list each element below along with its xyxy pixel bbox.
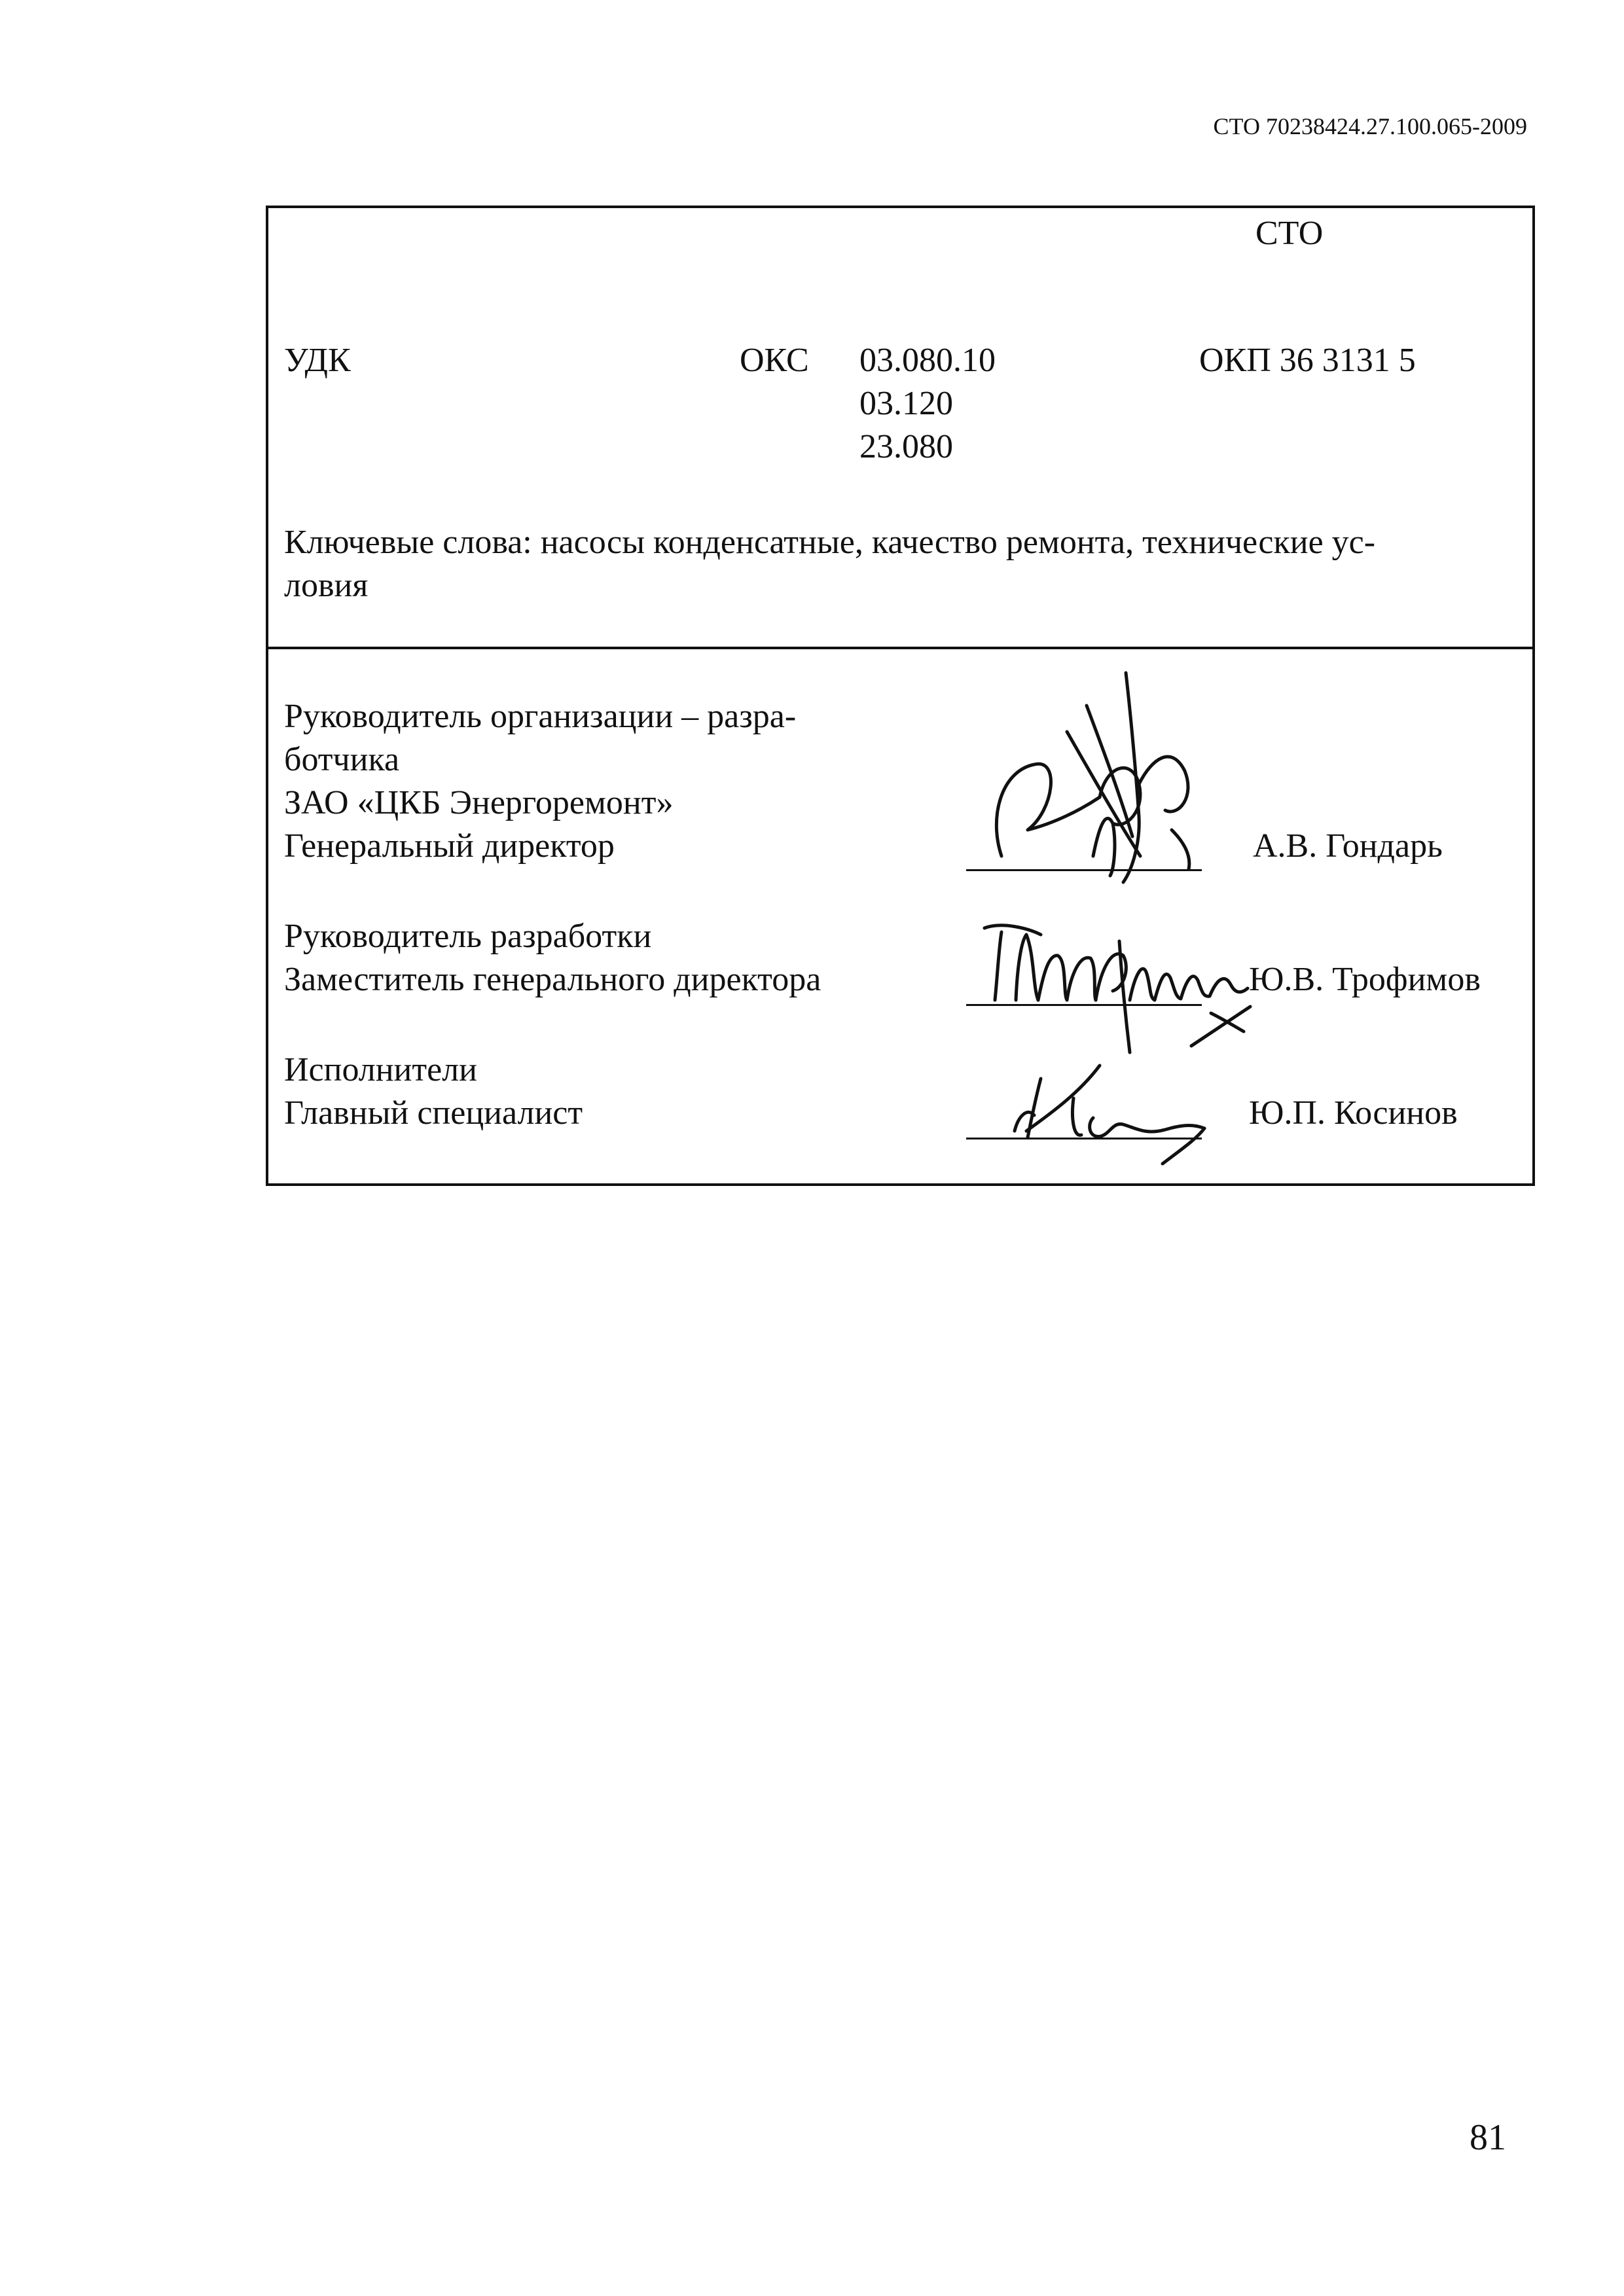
signatory-title-line: Главный специалист [284,1094,583,1132]
udk-label: УДК [284,342,351,379]
oks-code: 03.080.10 [859,342,996,379]
page-number: 81 [1470,2117,1506,2158]
signatory-title-line: ботчика [284,741,400,778]
signatory-title-line: Генеральный директор [284,827,615,865]
oks-code: 03.120 [859,385,953,422]
document-code: СТО 70238424.27.100.065-2009 [1213,113,1527,139]
registration-card [266,206,1535,1186]
signatory-name: Ю.В. Трофимов [1249,961,1481,998]
handwritten-signature [1008,1052,1231,1177]
signatory-title-line: Руководитель организации – разра- [284,698,797,735]
signatory-title-line: Заместитель генерального директора [284,961,821,998]
oks-label: ОКС [740,342,809,379]
section-divider [268,647,1532,649]
standard-type: СТО [1255,215,1324,252]
handwritten-signature [975,915,1263,1059]
signatory-name: А.В. Гондарь [1253,827,1443,865]
signatory-name: Ю.П. Косинов [1249,1094,1458,1132]
signatory-title-line: Руководитель разработки [284,918,652,955]
oks-code: 23.080 [859,428,953,465]
keywords-line: Ключевые слова: насосы конденсатные, качество ремонта, технические ус- [284,524,1376,561]
okp-code: ОКП 36 3131 5 [1199,342,1416,379]
keywords-line: ловия [284,567,369,604]
handwritten-signature [975,660,1237,895]
signatory-title-line: Исполнители [284,1051,477,1088]
signatory-title-line: ЗАО «ЦКБ Энергоремонт» [284,784,674,821]
